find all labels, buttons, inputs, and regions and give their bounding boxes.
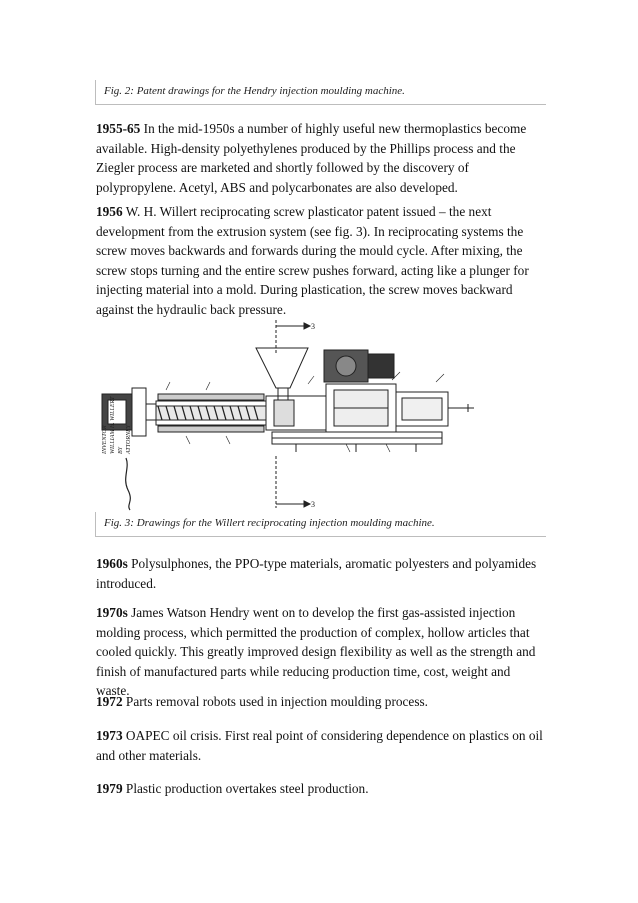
fig2-caption: Fig. 2: Patent drawings for the Hendry injection moulding machine.: [104, 85, 405, 97]
entry-year: 1970s: [96, 605, 128, 620]
entry-text: Polysulphones, the PPO-type materials, aromatic polyesters and polyamides introduced.: [96, 556, 537, 591]
entry-text: James Watson Hendry went on to develop the first gas-assisted injection molding process, which permitted the production of complex, hollow articles that cooled quickly. This greatly improved design flexibility as well as the strength and finish of manufactured parts while reducing production time, cost, weight and waste.: [96, 605, 536, 699]
entry-year: 1973: [96, 728, 123, 743]
timeline-entry: [96, 554, 546, 593]
patent-drawing: [96, 318, 546, 512]
entry-year: 1960s: [96, 556, 128, 571]
signature-inventor: INVENTOR: [102, 425, 108, 454]
entry-text: W. H. Willert reciprocating screw plasticator patent issued – the next development from the extrusion system (see fig. 3). In reciprocating systems the screw moves backwards and forwards during the mould cycle. After mixing, the screw stops turning and the entire screw pushes forward, acting like a plunger for injecting material into a mold. During plastication, the screw moves backward against the hydraulic back pressure.: [96, 204, 529, 317]
timeline-entry: [96, 119, 546, 197]
signature-name: WILLIAM H. WILLERT: [110, 396, 116, 454]
fig3-caption: Fig. 3: Drawings for the Willert reciprocating injection moulding machine.: [104, 517, 435, 529]
entry-text: Plastic production overtakes steel production.: [125, 781, 369, 796]
entry-text: OAPEC oil crisis. First real point of considering dependence on plastics on oil and other materials.: [96, 728, 543, 763]
entry-year: 1956: [96, 204, 123, 219]
entry-year: 1979: [96, 781, 123, 796]
section-mark-bottom: 3: [311, 500, 315, 509]
willert-machine-drawing: [96, 318, 546, 512]
timeline-entry: [96, 726, 546, 765]
timeline-entry: [96, 603, 546, 701]
entry-year: 1955-65: [96, 121, 141, 136]
signature-by: BY: [118, 446, 124, 454]
entry-year: 1972: [96, 694, 123, 709]
entry-text: In the mid-1950s a number of highly useful new thermoplastics become available. High-density polyethylenes produced by the Phillips process and the Ziegler process are marketed and shortly followed by the discovery of polypropylene. Acetyl, ABS and polycarbonates are also developed.: [96, 121, 527, 195]
section-mark-top: 3: [311, 322, 315, 331]
timeline-entry: [96, 202, 546, 320]
signature-attorney: ATTORNEY: [126, 424, 132, 454]
fig2-caption-box: [95, 80, 546, 105]
fig3-caption-box: [95, 512, 546, 537]
timeline-entry: [96, 692, 546, 712]
entry-text: Parts removal robots used in injection moulding process.: [125, 694, 429, 709]
timeline-entry: [96, 779, 546, 799]
